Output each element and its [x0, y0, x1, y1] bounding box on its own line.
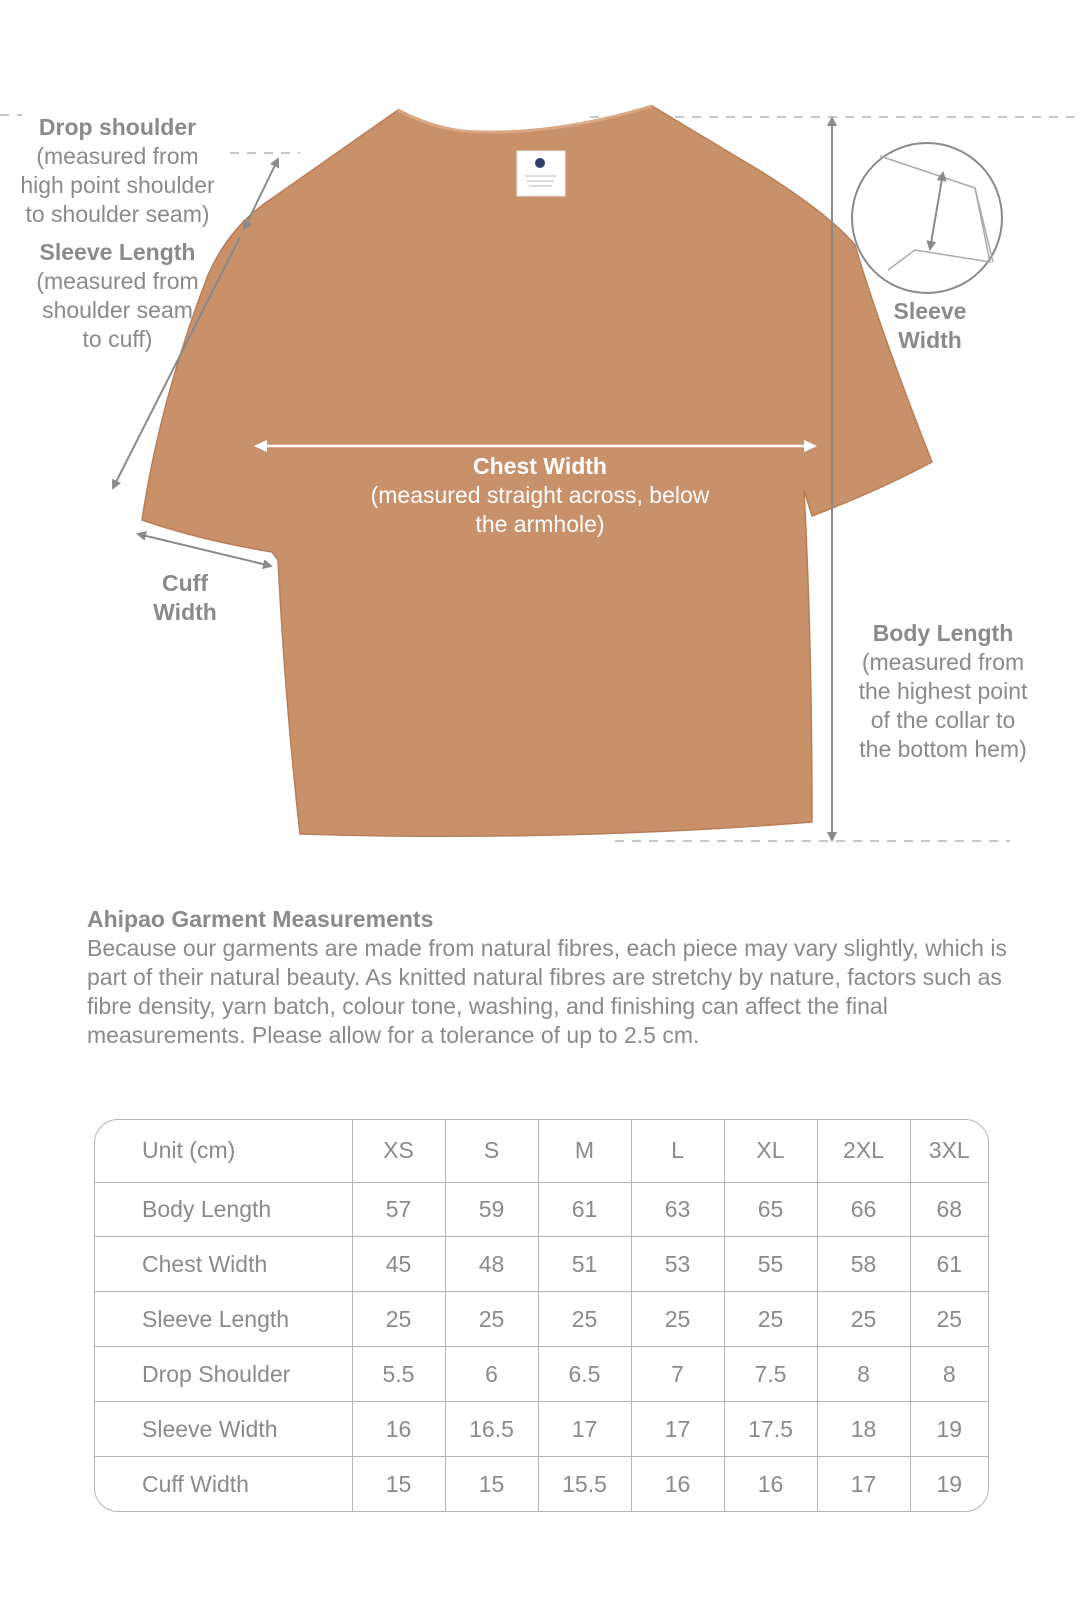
table-cell: 6.5	[538, 1347, 631, 1402]
table-cell: 61	[910, 1237, 988, 1292]
table-header-cell: 3XL	[910, 1120, 988, 1182]
table-cell: 59	[445, 1182, 538, 1237]
table-cell: 55	[724, 1237, 817, 1292]
row-label: Body Length	[95, 1182, 352, 1237]
table-cell: 18	[817, 1402, 910, 1457]
table-cell: 16	[352, 1402, 445, 1457]
table-cell: 25	[631, 1292, 724, 1347]
table-cell: 15.5	[538, 1457, 631, 1511]
table-cell: 61	[538, 1182, 631, 1237]
table-row	[95, 1292, 988, 1347]
row-label: Sleeve Width	[95, 1402, 352, 1457]
table-cell: 17	[631, 1402, 724, 1457]
table-row	[95, 1402, 988, 1457]
table-cell: 8	[817, 1347, 910, 1402]
table-cell: 19	[910, 1457, 988, 1511]
body-length-label: Body Length (measured from the highest point of the collar to the bottom hem)	[858, 620, 1028, 762]
table-cell: 48	[445, 1237, 538, 1292]
table-cell: 7.5	[724, 1347, 817, 1402]
table-cell: 5.5	[352, 1347, 445, 1402]
table-header-cell: Unit (cm)	[95, 1120, 352, 1182]
table-row	[95, 1237, 988, 1292]
table-header-cell: XL	[724, 1120, 817, 1182]
row-label: Drop Shoulder	[95, 1347, 352, 1402]
table-header-cell: 2XL	[817, 1120, 910, 1182]
garment-label-icon	[517, 151, 565, 196]
table-cell: 17	[538, 1402, 631, 1457]
table-header-cell: M	[538, 1120, 631, 1182]
row-label: Sleeve Length	[95, 1292, 352, 1347]
table-cell: 17	[817, 1457, 910, 1511]
sleeve-length-label: Sleeve Length (measured from shoulder seam to cuff)	[36, 239, 199, 352]
size-table	[94, 1119, 989, 1512]
table-row	[95, 1347, 988, 1402]
chest-width-label: Chest Width (measured straight across, below the armhole)	[370, 453, 710, 537]
drop-shoulder-label: Drop shoulder (measured from high point shoulder to shoulder seam)	[20, 114, 215, 227]
intro-body: Because our garments are made from natural fibres, each piece may vary slightly, which is part of their natural beauty. As knitted natural fibres are stretchy by nature, factors such as fibre density, yarn batch, colour tone, washing, and finishing can affect the final measurements. Please allow for a tolerance of up to 2.5 cm.	[87, 935, 1007, 1048]
row-label: Chest Width	[95, 1237, 352, 1292]
cuff-width-label: Cuff Width	[153, 570, 217, 625]
sleeve-width-label: Sleeve Width	[893, 298, 967, 353]
table-cell: 17.5	[724, 1402, 817, 1457]
table-cell: 66	[817, 1182, 910, 1237]
table-cell: 25	[445, 1292, 538, 1347]
table-cell: 7	[631, 1347, 724, 1402]
table-header-cell: S	[445, 1120, 538, 1182]
table-cell: 6	[445, 1347, 538, 1402]
table-cell: 25	[538, 1292, 631, 1347]
table-cell: 16	[631, 1457, 724, 1511]
table-header-row	[95, 1120, 988, 1182]
table-cell: 65	[724, 1182, 817, 1237]
table-cell: 25	[724, 1292, 817, 1347]
table-cell: 53	[631, 1237, 724, 1292]
table-cell: 57	[352, 1182, 445, 1237]
table-cell: 25	[817, 1292, 910, 1347]
intro-title: Ahipao Garment Measurements	[87, 906, 434, 932]
table-cell: 16.5	[445, 1402, 538, 1457]
table-cell: 51	[538, 1237, 631, 1292]
table-cell: 58	[817, 1237, 910, 1292]
table-cell: 45	[352, 1237, 445, 1292]
table-cell: 15	[445, 1457, 538, 1511]
table-row	[95, 1182, 988, 1237]
table-cell: 63	[631, 1182, 724, 1237]
measurements-intro	[87, 905, 1027, 1050]
table-cell: 16	[724, 1457, 817, 1511]
table-cell: 25	[352, 1292, 445, 1347]
table-cell: 25	[910, 1292, 988, 1347]
table-header-cell: XS	[352, 1120, 445, 1182]
table-cell: 19	[910, 1402, 988, 1457]
table-header-cell: L	[631, 1120, 724, 1182]
row-label: Cuff Width	[95, 1457, 352, 1511]
table-cell: 8	[910, 1347, 988, 1402]
table-cell: 68	[910, 1182, 988, 1237]
sleeve-detail-icon	[852, 143, 1002, 293]
table-row	[95, 1457, 988, 1511]
table-cell: 15	[352, 1457, 445, 1511]
